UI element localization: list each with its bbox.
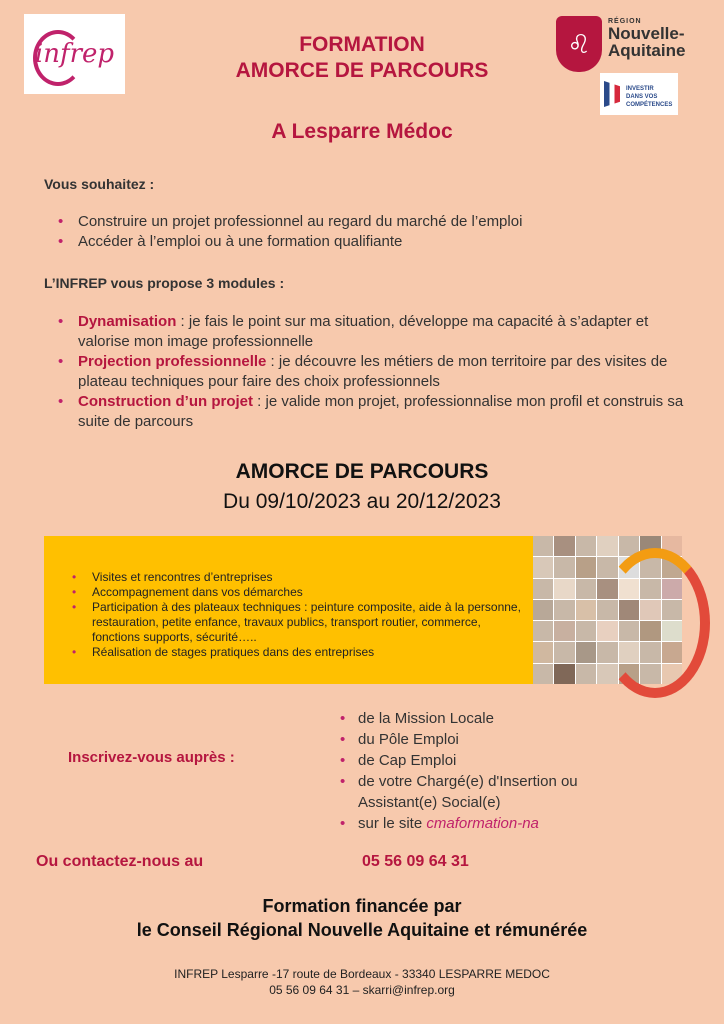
list-item: • sur le site cmaformation-na bbox=[340, 815, 539, 832]
register-label: Inscrivez-vous auprès : bbox=[68, 749, 235, 766]
module-item: • Construction d’un projet : je valide mon projet, professionnalise mon profil et construis sa suite de parcours bbox=[58, 393, 684, 430]
location-title: A Lesparre Médoc bbox=[271, 120, 453, 143]
module-item: • Projection professionnelle : je découvre les métiers de mon territoire par des visites de plateau techniques pour faire des choix professionnels bbox=[58, 353, 668, 390]
program-list bbox=[70, 570, 530, 660]
flag-icon bbox=[604, 81, 620, 107]
invest-text-3: COMPÉTENCES bbox=[626, 102, 673, 108]
invest-text-1: INVESTIR bbox=[626, 86, 654, 92]
footer-contact: 05 56 09 64 31 – skarri@infrep.org bbox=[269, 983, 455, 997]
region-lion-icon: ♌︎ bbox=[556, 16, 602, 72]
list-item: • Construire un projet professionnel au regard du marché de l’emploi bbox=[58, 213, 523, 230]
wishes-label: Vous souhaitez : bbox=[44, 176, 155, 192]
contact-label: Ou contactez-nous au bbox=[36, 853, 204, 870]
list-item: • de votre Chargé(e) d'Insertion ou Assistant(e) Social(e) bbox=[340, 773, 578, 811]
modules-list bbox=[60, 312, 688, 432]
module-key: Projection professionnelle bbox=[78, 353, 267, 370]
list-item: • de la Mission Locale bbox=[340, 710, 494, 727]
page-title-2: AMORCE DE PARCOURS bbox=[235, 59, 489, 82]
funding-line-2: le Conseil Régional Nouvelle Aquitaine et rémunérée bbox=[136, 920, 588, 940]
list-item: • Visites et rencontres d’entreprises bbox=[72, 570, 273, 584]
region-name-2: Aquitaine bbox=[608, 41, 686, 60]
list-item: • Accompagnement dans vos démarches bbox=[72, 585, 303, 599]
module-key: Construction d’un projet bbox=[78, 393, 253, 410]
list-item: • Réalisation de stages pratiques dans des entreprises bbox=[72, 645, 375, 659]
page-title-1: FORMATION bbox=[299, 33, 425, 56]
contact-phone[interactable]: 05 56 09 64 31 bbox=[362, 853, 469, 870]
program-title: AMORCE DE PARCOURS bbox=[235, 460, 489, 483]
funding-line-1: Formation financée par bbox=[262, 896, 462, 916]
list-item: • Participation à des plateaux techniques : peinture composite, aide à la personne, restauration, petite enfance, travaux publics, transport routier, commerce, fonctions supports, sécurité….. bbox=[72, 600, 521, 644]
list-item: • de Cap Emploi bbox=[340, 752, 457, 769]
modules-label: L’INFREP vous propose 3 modules : bbox=[44, 275, 285, 291]
module-item: • Dynamisation : je fais le point sur ma situation, développe ma capacité à s’adapter et valorise mon image professionnelle bbox=[58, 313, 649, 350]
program-dates: Du 09/10/2023 au 20/12/2023 bbox=[223, 490, 501, 513]
region-name-1: Nouvelle- bbox=[608, 24, 685, 43]
module-key: Dynamisation bbox=[78, 313, 177, 330]
register-list bbox=[340, 708, 640, 834]
list-item: • du Pôle Emploi bbox=[340, 731, 459, 748]
decorative-arc bbox=[600, 548, 710, 698]
region-small-label: RÉGION bbox=[608, 18, 642, 25]
invest-text-2: DANS VOS bbox=[626, 94, 658, 100]
wishes-list bbox=[60, 212, 680, 252]
footer-address: INFREP Lesparre -17 route de Bordeaux - 33340 LESPARRE MEDOC bbox=[174, 967, 550, 981]
infrep-logo-text: infrep bbox=[34, 39, 115, 69]
site-link[interactable]: cmaformation-na bbox=[426, 815, 539, 832]
list-item: • Accéder à l’emploi ou à une formation qualifiante bbox=[58, 233, 403, 250]
